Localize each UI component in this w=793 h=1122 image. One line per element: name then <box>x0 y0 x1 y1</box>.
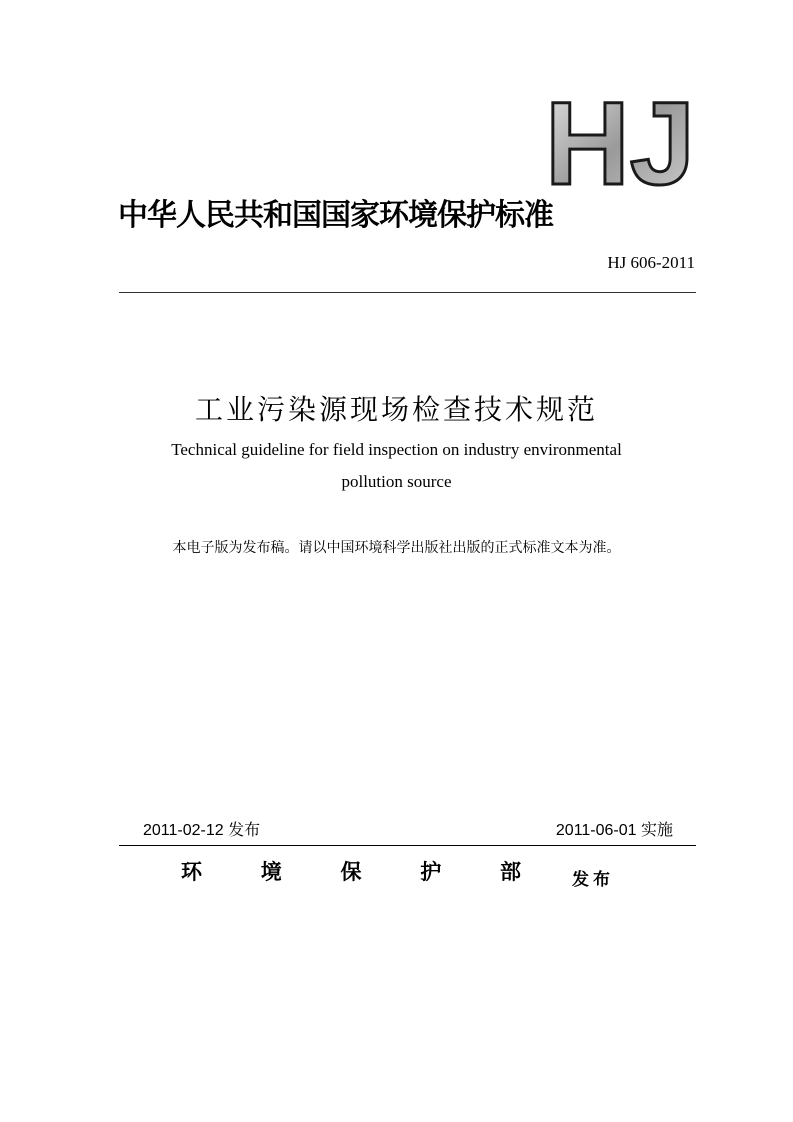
publish-date: 2011-02-12 发布 <box>143 822 261 839</box>
publisher-char: 境 <box>260 860 282 884</box>
top-divider <box>119 292 696 293</box>
title-english-line2: pollution source <box>341 472 452 491</box>
hj-logo <box>545 96 697 188</box>
standard-organization: 中华人民共和国国家环境保护标准 <box>118 198 553 233</box>
publisher-name <box>181 856 521 886</box>
implementation-date: 2011-06-01 实施 <box>555 822 673 839</box>
title-chinese: 工业污染源现场检查技术规范 <box>194 393 598 426</box>
publisher-char: 部 <box>500 860 521 884</box>
publisher-action: 发布 <box>572 870 614 890</box>
standard-code: HJ 606-2011 <box>607 253 695 272</box>
bottom-divider <box>119 845 696 846</box>
title-english-line1: Technical guideline for field inspection on industry environmental <box>171 440 622 459</box>
publisher-char: 护 <box>420 860 442 884</box>
publisher-char: 环 <box>181 860 202 884</box>
electronic-version-notice: 本电子版为发布稿。请以中国环境科学出版社出版的正式标准文本为准。 <box>172 540 621 556</box>
hj-logo-text: HJ <box>545 96 695 188</box>
publisher-char: 保 <box>340 860 362 884</box>
